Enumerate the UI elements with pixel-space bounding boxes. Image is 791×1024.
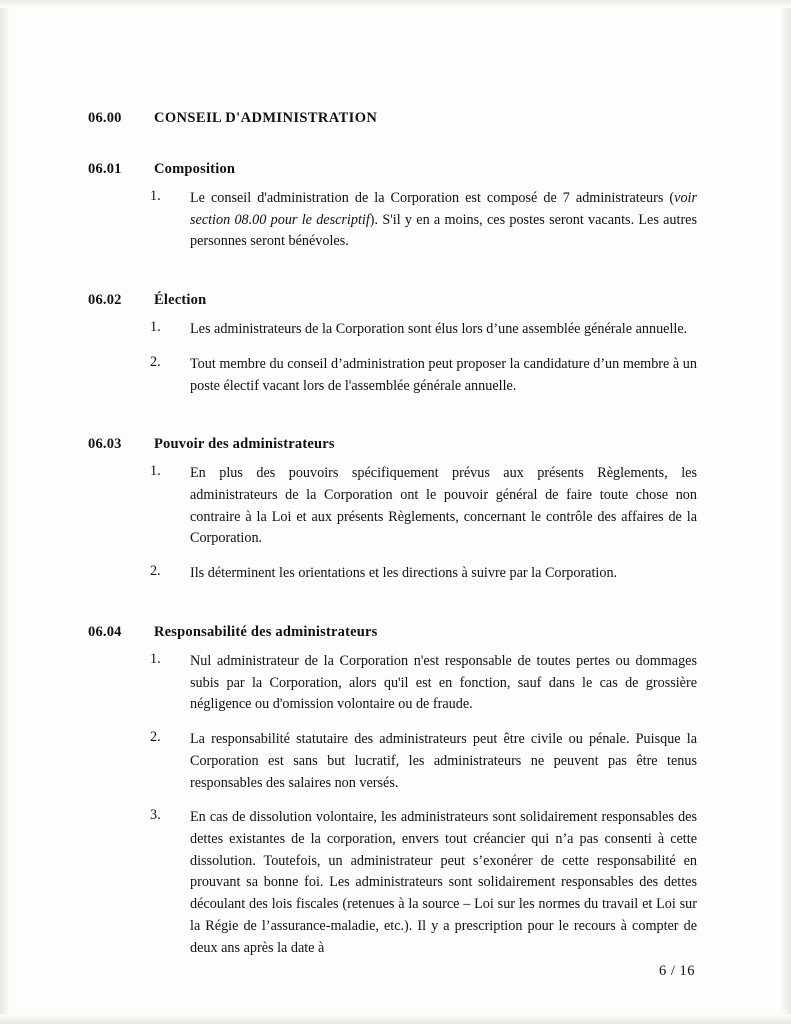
- clause-item: [88, 354, 699, 397]
- clause-text: [190, 319, 699, 341]
- clause-text-segment: La responsabilité statutaire des administrateurs peut être civile ou pénale. Puisque la Corporation est sans but lucratif, les administrateurs ne peuvent pas être tenus responsables des salaires non versés.: [190, 731, 697, 791]
- clause-text: [190, 807, 699, 959]
- section-number: 06.00: [88, 110, 122, 126]
- document-section: [88, 292, 699, 397]
- clause-item: [88, 651, 699, 716]
- clause-number: 2.: [150, 563, 161, 580]
- clause-text-segment: Le conseil d'administration de la Corporation est composé de 7 administrateurs (: [190, 190, 675, 206]
- scan-edge-top: [0, 0, 791, 8]
- clause-text-segment: Tout membre du conseil d’administration peut proposer la candidature d’un membre à un poste électif vacant lors de l'assemblée générale annuelle.: [190, 355, 697, 394]
- section-spacer: [88, 266, 699, 292]
- clause-text: [190, 354, 699, 397]
- clause-text-segment: Nul administrateur de la Corporation n'est responsable de toutes pertes ou dommages subis par la Corporation, alors qu'il est en fonction, sauf dans le cas de grossière négligence ou d'omission volontaire ou de fraude.: [190, 652, 697, 713]
- document-section: [88, 436, 699, 585]
- page-number: 6 / 16: [658, 963, 695, 979]
- clause-list: [88, 463, 699, 585]
- clause-number: 2.: [150, 729, 161, 746]
- section-number: 06.03: [88, 436, 122, 453]
- clause-number: 1.: [150, 463, 161, 480]
- clause-item: [88, 729, 699, 794]
- section-number: 06.02: [88, 292, 122, 309]
- scan-edge-left: [0, 0, 10, 1024]
- clause-item: [88, 807, 699, 959]
- clause-text-segment: En cas de dissolution volontaire, les administrateurs sont solidairement responsables des dettes existantes de la corporation, envers tout créancier qui n’a pas consenti à cette dissolution. Toutefois, un administrateur peut s’exonérer de cette responsabilité en prouvant sa bonne foi. Les administrateurs sont solidairement responsables des dettes découlant des lois fiscales (retenues à la source – Loi sur les normes du travail et Loi sur la Régie de l’assurance-maladie, etc.). Il y a prescription pour le recours à compter de deux ans après la date à: [190, 809, 697, 956]
- section-heading: [88, 624, 699, 641]
- clause-text-segment: Ils déterminent les orientations et les directions à suivre par la Corporation.: [190, 565, 618, 582]
- section-title: Composition: [154, 161, 236, 177]
- section-title: CONSEIL D'ADMINISTRATION: [154, 110, 378, 126]
- section-heading: [88, 161, 699, 178]
- clause-text: [190, 188, 699, 253]
- clause-number: 1.: [150, 188, 161, 204]
- section-spacer: [88, 972, 699, 998]
- clause-item: [88, 563, 699, 585]
- document-section: [88, 624, 699, 959]
- section-title: Pouvoir des administrateurs: [154, 436, 335, 453]
- clause-text: [190, 463, 699, 550]
- section-heading: [88, 436, 699, 453]
- section-number: 06.01: [88, 161, 122, 177]
- document-body: [88, 110, 699, 998]
- scan-edge-bottom: [0, 1014, 791, 1024]
- document-section: [88, 161, 699, 253]
- clause-text: [190, 729, 699, 794]
- clause-number: 3.: [150, 807, 161, 824]
- clause-text: [190, 563, 699, 585]
- clause-list: [88, 188, 699, 253]
- clause-list: [88, 651, 699, 959]
- clause-number: 2.: [150, 353, 161, 370]
- clause-text-segment: Les administrateurs de la Corporation sont élus lors d’une assemblée générale annuelle.: [190, 321, 688, 338]
- clause-number: 1.: [150, 650, 161, 667]
- document-section: [88, 110, 699, 127]
- clause-item: [88, 188, 699, 253]
- clause-item: [88, 319, 699, 341]
- section-number: 06.04: [88, 623, 122, 640]
- clause-text-segment: En plus des pouvoirs spécifiquement prévus aux présents Règlements, les administrateurs de la Corporation ont le pouvoir général de faire toute chose non contraire à la Loi et aux présents Règlements, concernant le contrôle des affaires de la Corporation.: [190, 465, 697, 547]
- section-spacer: [88, 598, 699, 624]
- clause-text: [190, 651, 699, 716]
- clause-number: 1.: [150, 319, 161, 336]
- clause-list: [88, 319, 699, 397]
- section-title: Responsabilité des administrateurs: [154, 623, 378, 640]
- section-title: Élection: [154, 292, 207, 309]
- scan-edge-right: [779, 0, 791, 1024]
- section-spacer: [88, 149, 699, 161]
- clause-text-segment: ). S'il y en a moins, ces postes seront vacants. Les autres personnes seront bénévoles.: [190, 211, 697, 250]
- section-heading: [88, 110, 699, 127]
- clause-text-emphasis: voir section 08.00 pour le descriptif: [190, 190, 697, 228]
- clause-item: [88, 463, 699, 550]
- section-spacer: [88, 410, 699, 436]
- section-heading: [88, 292, 699, 309]
